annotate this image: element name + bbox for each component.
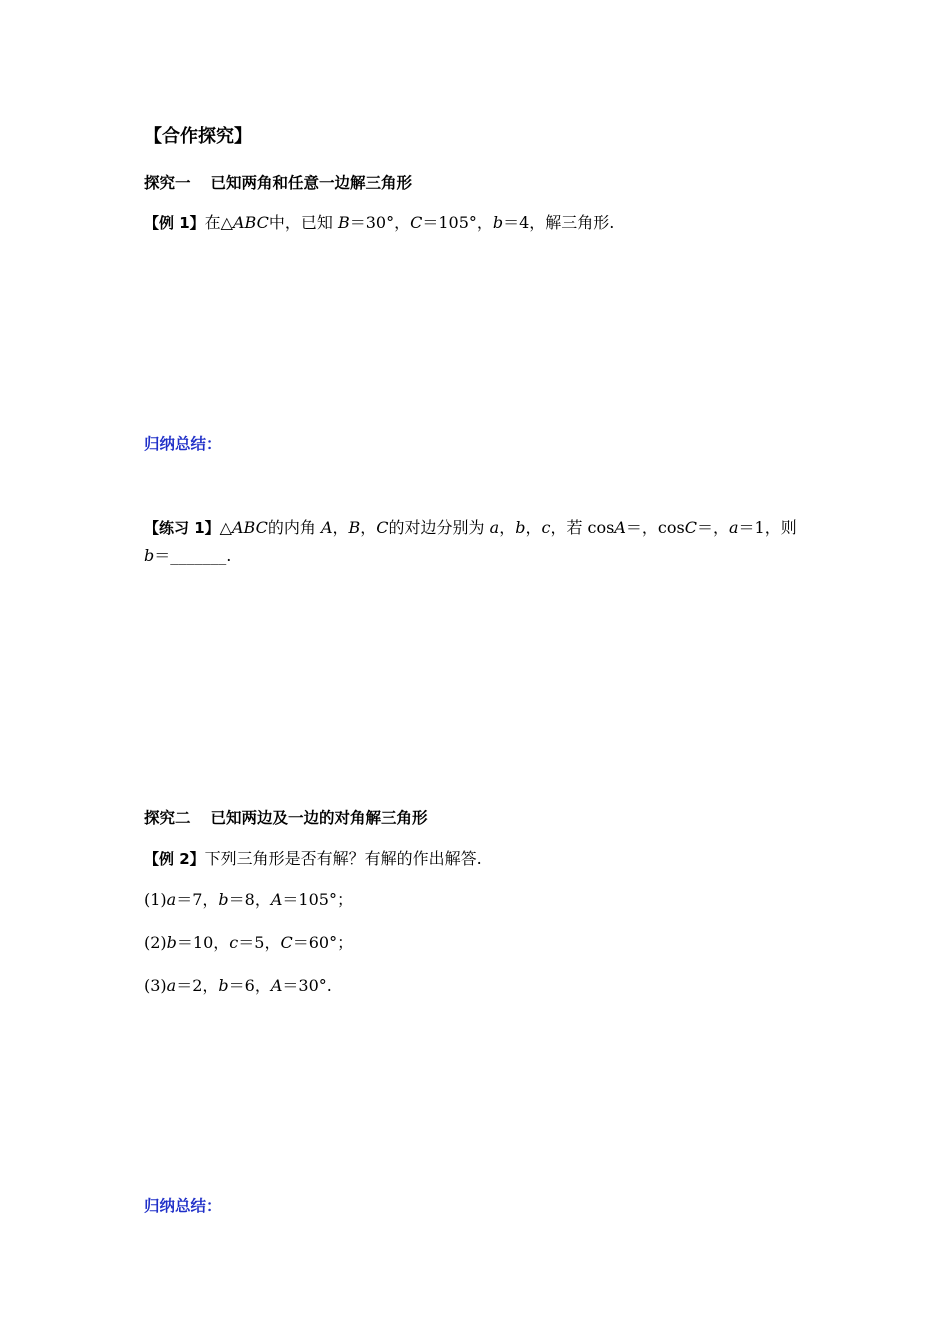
answer-blank: ＝_______. <box>154 546 232 565</box>
case-text: ＝10， <box>176 933 230 952</box>
practice-1-text: △ <box>219 518 232 537</box>
var: A <box>270 890 283 909</box>
var-a: a <box>489 518 500 537</box>
practice-1-text: ，若 cos <box>550 518 615 537</box>
case-number: (2) <box>144 933 167 952</box>
var-C: C <box>684 518 697 537</box>
case-text: ＝5， <box>238 933 281 952</box>
example-2-text: 下列三角形是否有解？有解的作出解答. <box>204 849 482 868</box>
var-b: b <box>515 518 526 537</box>
case-text: ＝6， <box>228 976 271 995</box>
triangle-name: ABC <box>232 213 269 232</box>
summary-2: 归纳总结： <box>144 1197 222 1215</box>
var-C: C <box>410 213 423 232</box>
example-2 <box>144 849 482 869</box>
summary-1: 归纳总结： <box>144 435 222 453</box>
example-1-text: ＝105°， <box>422 213 493 232</box>
practice-1-text: 的内角 <box>267 518 321 537</box>
case-text: ＝30°. <box>282 976 332 995</box>
inquiry-1-label: 探究一 <box>144 174 191 192</box>
example-1-text: 在△ <box>204 213 233 232</box>
var: b <box>218 890 229 909</box>
var: C <box>280 933 293 952</box>
case-text: ＝60°； <box>292 933 354 952</box>
var: a <box>166 976 177 995</box>
practice-1-text: ＝1，则 <box>738 518 797 537</box>
example-1-tag: 【例 1】 <box>144 214 205 232</box>
inquiry-2-label: 探究二 <box>144 809 191 827</box>
practice-1-text: ， <box>360 518 377 537</box>
case-number: (1) <box>144 890 167 909</box>
case-3 <box>144 976 332 996</box>
triangle-name: ABC <box>231 518 268 537</box>
case-text: ＝105°； <box>282 890 353 909</box>
case-number: (3) <box>144 976 167 995</box>
var-c: c <box>541 518 551 537</box>
inquiry-2-title: 已知两边及一边的对角解三角形 <box>210 809 428 827</box>
var-a: a <box>728 518 739 537</box>
example-2-tag: 【例 2】 <box>144 850 205 868</box>
case-text: ＝8， <box>228 890 271 909</box>
practice-1-text: 的对边分别为 <box>388 518 490 537</box>
inquiry-1-title: 已知两角和任意一边解三角形 <box>210 174 413 192</box>
var-b: b <box>144 546 155 565</box>
case-text: ＝2， <box>176 976 219 995</box>
practice-1-text: ， <box>525 518 542 537</box>
example-1-text: 中，已知 <box>268 213 338 232</box>
practice-1-line-2 <box>144 546 231 566</box>
var: b <box>166 933 177 952</box>
var: c <box>229 933 239 952</box>
case-2 <box>144 933 353 953</box>
var-B: B <box>348 518 361 537</box>
example-1-text: ＝4，解三角形. <box>503 213 615 232</box>
var-b: b <box>492 213 504 232</box>
example-1-text: ＝30°， <box>349 213 411 232</box>
var: a <box>166 890 177 909</box>
case-1 <box>144 890 353 910</box>
var-C: C <box>376 518 389 537</box>
inquiry-2-heading <box>144 808 428 828</box>
practice-1-tag: 【练习 1】 <box>144 519 220 537</box>
practice-1-line-1 <box>144 518 797 538</box>
var-A: A <box>614 518 626 537</box>
var: b <box>218 976 229 995</box>
practice-1-text: ＝， <box>696 518 729 537</box>
practice-1-text: ＝，cos <box>625 518 685 537</box>
section-title: 【合作探究】 <box>144 126 252 147</box>
practice-1-text: ， <box>332 518 349 537</box>
var-A: A <box>320 518 333 537</box>
case-text: ＝7， <box>176 890 219 909</box>
example-1 <box>144 213 614 233</box>
var: A <box>270 976 283 995</box>
practice-1-text: ， <box>499 518 516 537</box>
inquiry-1-heading <box>144 173 412 193</box>
var-B: B <box>337 213 350 232</box>
